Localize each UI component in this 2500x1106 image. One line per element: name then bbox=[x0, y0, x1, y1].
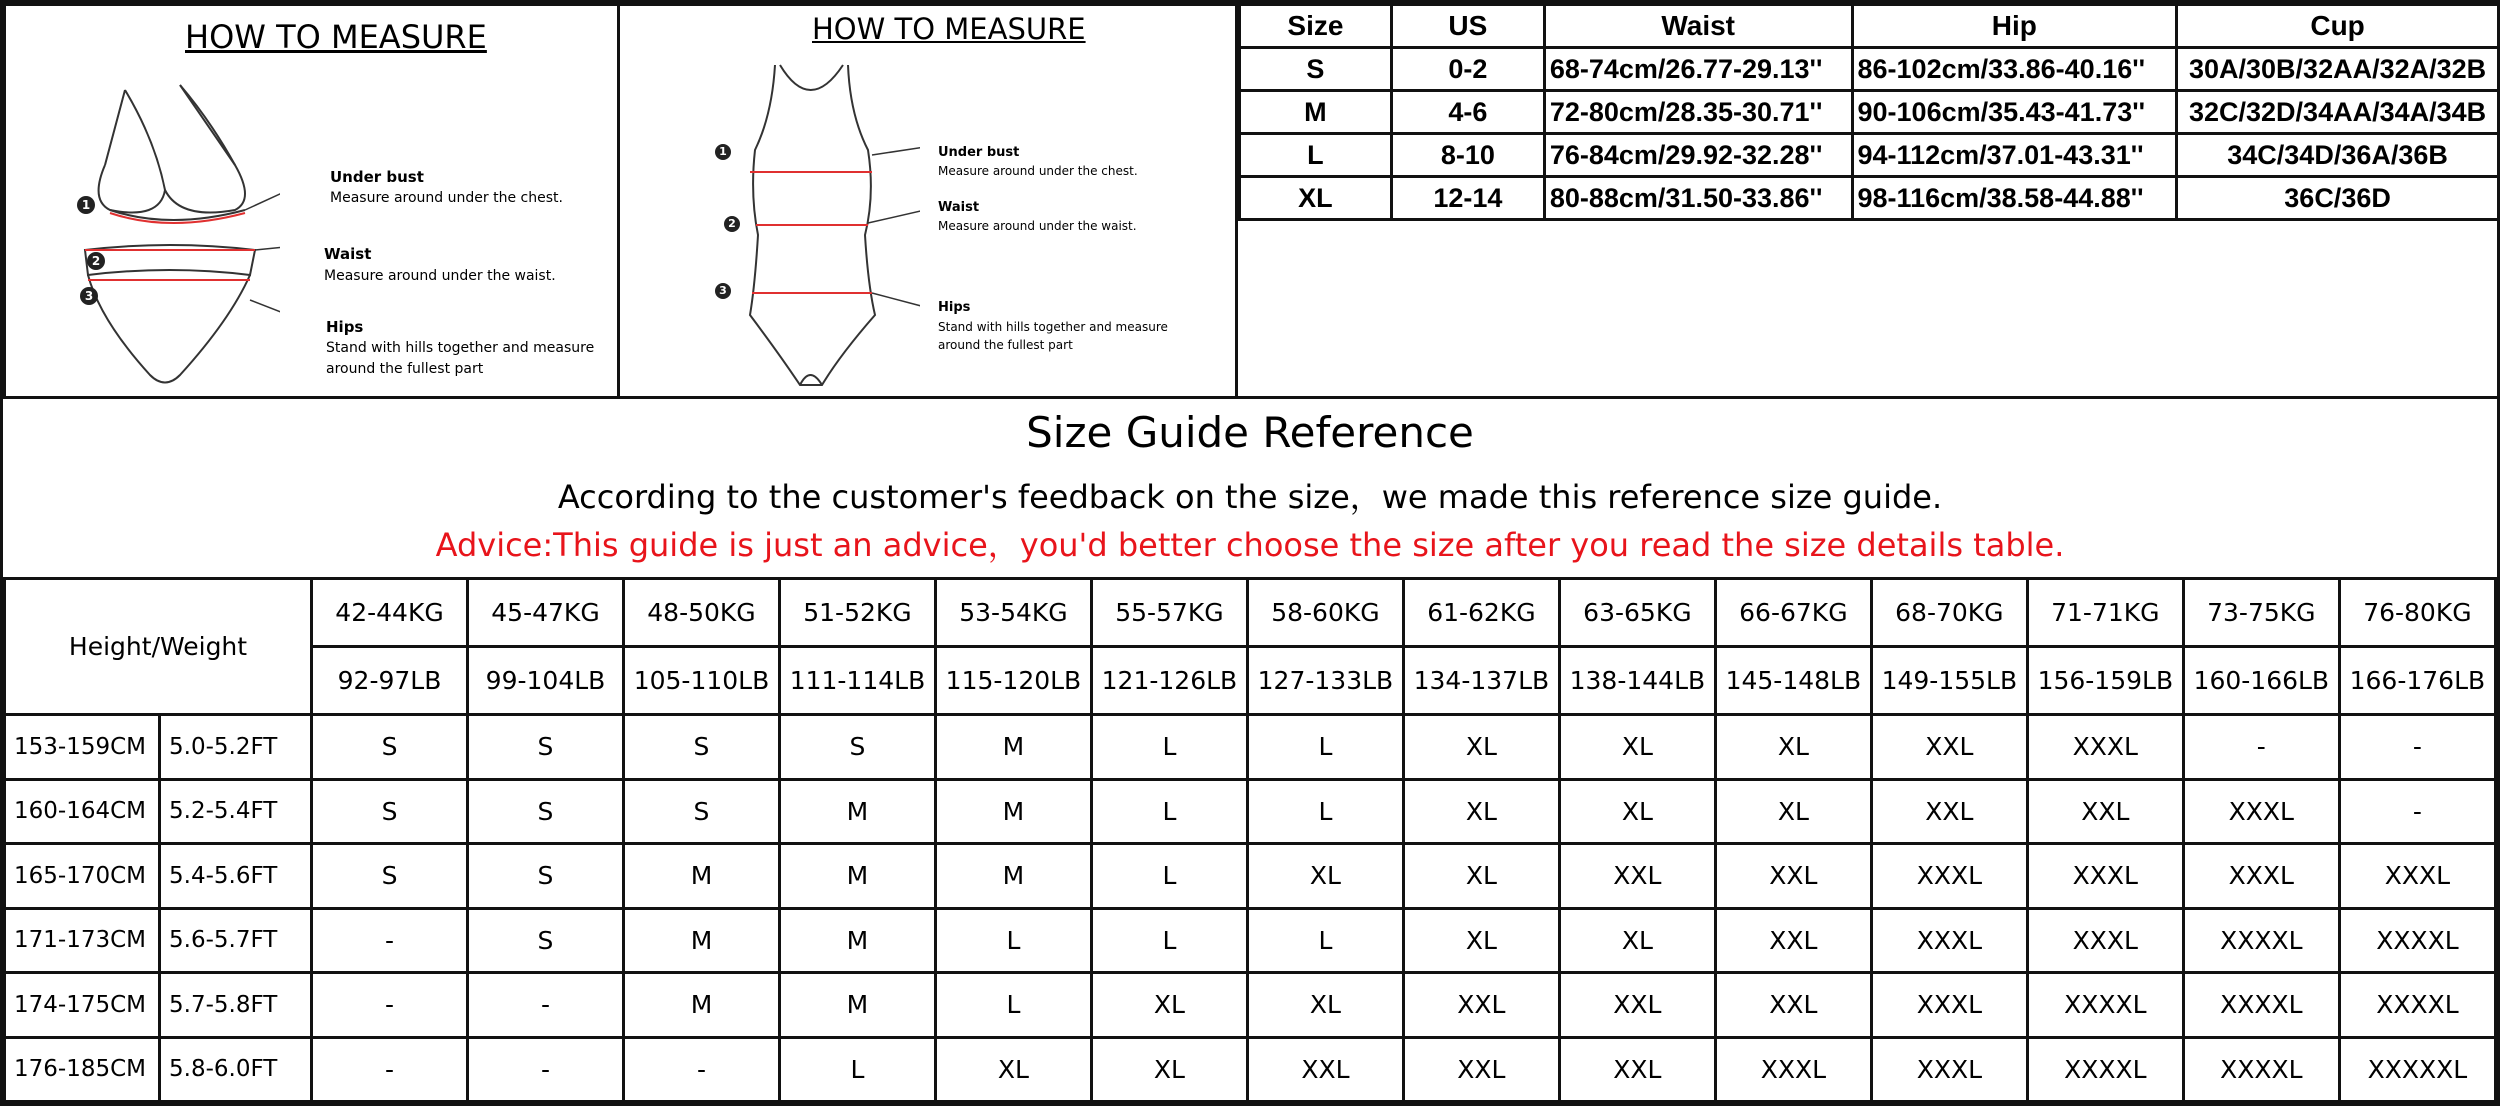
step-2-desc: Measure around under the waist. bbox=[324, 268, 556, 284]
weight-kg-header: 53-54KG bbox=[935, 579, 1091, 647]
step-1-badge: 1 bbox=[715, 144, 731, 160]
size-recommendation-cell: XXXXL bbox=[2027, 1037, 2183, 1102]
hip-cell: 90-106cm/35.43-41.73'' bbox=[1852, 91, 2177, 134]
weight-lb-header: 92-97LB bbox=[312, 647, 468, 715]
size-recommendation-cell: - bbox=[623, 1037, 779, 1102]
waist-cell: 68-74cm/26.77-29.13'' bbox=[1544, 48, 1852, 91]
weight-lb-row bbox=[5, 647, 2496, 715]
step-1-desc: Measure around under the chest. bbox=[938, 164, 1138, 178]
size-recommendation-cell: XL bbox=[1559, 715, 1715, 780]
guide-subtitle: According to the customer's feedback on the size，we made this reference size guide. bbox=[557, 478, 1943, 516]
cup-cell: 32C/32D/34AA/34A/34B bbox=[2177, 91, 2499, 134]
waist-cell: 80-88cm/31.50-33.86'' bbox=[1544, 177, 1852, 220]
size-table-row bbox=[1240, 91, 2499, 134]
height-ft-cell: 5.8-6.0FT bbox=[160, 1037, 312, 1102]
guide-title: Size Guide Reference bbox=[1026, 408, 1474, 457]
size-recommendation-cell: XXL bbox=[1559, 844, 1715, 909]
size-recommendation-cell: XXXXL bbox=[2027, 973, 2183, 1038]
size-recommendation-cell: L bbox=[1091, 779, 1247, 844]
hip-cell: 94-112cm/37.01-43.31'' bbox=[1852, 134, 2177, 177]
size-recommendation-cell: XL bbox=[1403, 844, 1559, 909]
height-ft-cell: 5.2-5.4FT bbox=[160, 779, 312, 844]
us-cell: 12-14 bbox=[1391, 177, 1544, 220]
size-recommendation-cell: - bbox=[468, 973, 624, 1038]
size-table-row bbox=[1240, 177, 2499, 220]
size-recommendation-cell: XL bbox=[1559, 908, 1715, 973]
size-recommendation-cell: XXXL bbox=[2183, 779, 2339, 844]
size-recommendation-cell: XXL bbox=[1715, 908, 1871, 973]
weight-kg-header: 42-44KG bbox=[312, 579, 468, 647]
size-table-row bbox=[1240, 134, 2499, 177]
size-cell: XL bbox=[1240, 177, 1392, 220]
step-3-label: Hips bbox=[326, 318, 364, 336]
size-recommendation-cell: - bbox=[2183, 715, 2339, 780]
height-row bbox=[5, 844, 2496, 909]
weight-kg-header: 48-50KG bbox=[623, 579, 779, 647]
size-recommendation-cell: XXXL bbox=[1715, 1037, 1871, 1102]
size-recommendation-cell: - bbox=[312, 908, 468, 973]
size-recommendation-cell: S bbox=[468, 715, 624, 780]
measure-left-title: HOW TO MEASURE bbox=[185, 18, 487, 56]
size-recommendation-cell: - bbox=[312, 1037, 468, 1102]
size-recommendation-cell: L bbox=[1091, 844, 1247, 909]
size-recommendation-cell: M bbox=[623, 973, 779, 1038]
weight-lb-header: 145-148LB bbox=[1715, 647, 1871, 715]
weight-lb-header: 99-104LB bbox=[468, 647, 624, 715]
height-weight-corner: Height/Weight bbox=[5, 579, 312, 715]
step-3-badge: 3 bbox=[80, 287, 98, 305]
size-recommendation-cell: XL bbox=[1091, 973, 1247, 1038]
step-3-desc: Stand with hills together and measure around the fullest part bbox=[938, 320, 1168, 352]
step-2-label: Waist bbox=[324, 245, 372, 263]
waist-cell: 72-80cm/28.35-30.71'' bbox=[1544, 91, 1852, 134]
weight-lb-header: 166-176LB bbox=[2339, 647, 2495, 715]
height-row bbox=[5, 908, 2496, 973]
size-recommendation-cell: M bbox=[623, 908, 779, 973]
height-row bbox=[5, 715, 2496, 780]
size-recommendation-cell: S bbox=[312, 779, 468, 844]
size-recommendation-cell: XXL bbox=[1871, 779, 2027, 844]
step-2-badge: 2 bbox=[724, 216, 740, 232]
size-recommendation-cell: S bbox=[312, 844, 468, 909]
size-recommendation-cell: XXXXL bbox=[2339, 973, 2495, 1038]
size-recommendation-cell: XXL bbox=[1247, 1037, 1403, 1102]
hip-cell: 86-102cm/33.86-40.16'' bbox=[1852, 48, 2177, 91]
height-row bbox=[5, 1037, 2496, 1102]
weight-kg-header: 76-80KG bbox=[2339, 579, 2495, 647]
height-ft-cell: 5.0-5.2FT bbox=[160, 715, 312, 780]
step-1-desc: Measure around under the chest. bbox=[330, 190, 563, 206]
size-recommendation-cell: - bbox=[2339, 715, 2495, 780]
size-recommendation-cell: XL bbox=[1715, 715, 1871, 780]
size-recommendation-cell: M bbox=[935, 715, 1091, 780]
step-3-desc: Stand with hills together and measure around the fullest part bbox=[326, 340, 595, 377]
size-recommendation-cell: XL bbox=[1403, 908, 1559, 973]
step-1-badge: 1 bbox=[77, 196, 95, 214]
size-recommendation-cell: XXL bbox=[1871, 715, 2027, 780]
size-cell: M bbox=[1240, 91, 1392, 134]
weight-lb-header: 121-126LB bbox=[1091, 647, 1247, 715]
size-recommendation-cell: L bbox=[1091, 908, 1247, 973]
size-recommendation-cell: M bbox=[935, 844, 1091, 909]
height-cm-cell: 171-173CM bbox=[5, 908, 160, 973]
cup-cell: 36C/36D bbox=[2177, 177, 2499, 220]
size-recommendation-cell: XL bbox=[1247, 973, 1403, 1038]
size-recommendation-cell: L bbox=[935, 973, 1091, 1038]
step-2-badge: 2 bbox=[87, 252, 105, 270]
size-recommendation-cell: XXXXXL bbox=[2339, 1037, 2495, 1102]
size-recommendation-cell: XXL bbox=[1715, 973, 1871, 1038]
size-details-table bbox=[1238, 3, 2500, 221]
weight-kg-header: 55-57KG bbox=[1091, 579, 1247, 647]
waist-cell: 76-84cm/29.92-32.28'' bbox=[1544, 134, 1852, 177]
step-1-label: Under bust bbox=[938, 145, 1020, 160]
size-recommendation-cell: L bbox=[935, 908, 1091, 973]
size-recommendation-cell: XL bbox=[1403, 779, 1559, 844]
size-recommendation-cell: XL bbox=[935, 1037, 1091, 1102]
hip-cell: 98-116cm/38.58-44.88'' bbox=[1852, 177, 2177, 220]
size-recommendation-cell: M bbox=[623, 844, 779, 909]
header-divider bbox=[0, 396, 2500, 399]
size-recommendation-cell: L bbox=[779, 1037, 935, 1102]
size-recommendation-cell: XL bbox=[1247, 844, 1403, 909]
step-3-badge: 3 bbox=[715, 283, 731, 299]
size-recommendation-cell: M bbox=[935, 779, 1091, 844]
size-recommendation-cell: XXL bbox=[1715, 844, 1871, 909]
size-recommendation-cell: L bbox=[1247, 908, 1403, 973]
height-cm-cell: 160-164CM bbox=[5, 779, 160, 844]
size-recommendation-cell: S bbox=[779, 715, 935, 780]
us-cell: 8-10 bbox=[1391, 134, 1544, 177]
step-1-label: Under bust bbox=[330, 168, 424, 186]
weight-lb-header: 134-137LB bbox=[1403, 647, 1559, 715]
measure-right-title: HOW TO MEASURE bbox=[812, 12, 1086, 46]
weight-lb-header: 156-159LB bbox=[2027, 647, 2183, 715]
size-recommendation-cell: XXL bbox=[1403, 973, 1559, 1038]
size-recommendation-cell: XL bbox=[1403, 715, 1559, 780]
size-recommendation-cell: S bbox=[468, 844, 624, 909]
height-row bbox=[5, 973, 2496, 1038]
size-recommendation-cell: M bbox=[779, 779, 935, 844]
size-recommendation-cell: XXXL bbox=[2027, 715, 2183, 780]
size-recommendation-cell: XXXL bbox=[2339, 844, 2495, 909]
weight-lb-header: 138-144LB bbox=[1559, 647, 1715, 715]
size-table-header: Waist bbox=[1544, 5, 1852, 48]
size-recommendation-cell: XXXXL bbox=[2183, 908, 2339, 973]
size-recommendation-cell: XXL bbox=[1559, 973, 1715, 1038]
size-recommendation-cell: S bbox=[623, 779, 779, 844]
size-recommendation-cell: XXXL bbox=[2027, 844, 2183, 909]
weight-kg-header: 66-67KG bbox=[1715, 579, 1871, 647]
step-2-desc: Measure around under the waist. bbox=[938, 219, 1137, 233]
size-recommendation-cell: S bbox=[312, 715, 468, 780]
us-cell: 0-2 bbox=[1391, 48, 1544, 91]
height-cm-cell: 176-185CM bbox=[5, 1037, 160, 1102]
size-recommendation-cell: L bbox=[1247, 779, 1403, 844]
height-cm-cell: 165-170CM bbox=[5, 844, 160, 909]
height-ft-cell: 5.4-5.6FT bbox=[160, 844, 312, 909]
cup-cell: 30A/30B/32AA/32A/32B bbox=[2177, 48, 2499, 91]
size-recommendation-cell: XXL bbox=[1403, 1037, 1559, 1102]
size-recommendation-cell: XXXL bbox=[2027, 908, 2183, 973]
height-ft-cell: 5.7-5.8FT bbox=[160, 973, 312, 1038]
size-recommendation-cell: XXXL bbox=[1871, 1037, 2027, 1102]
size-recommendation-cell: L bbox=[1091, 715, 1247, 780]
weight-lb-header: 160-166LB bbox=[2183, 647, 2339, 715]
weight-kg-header: 73-75KG bbox=[2183, 579, 2339, 647]
weight-kg-header: 45-47KG bbox=[468, 579, 624, 647]
height-cm-cell: 153-159CM bbox=[5, 715, 160, 780]
size-recommendation-cell: XL bbox=[1715, 779, 1871, 844]
size-recommendation-cell: L bbox=[1247, 715, 1403, 780]
step-3-label: Hips bbox=[938, 300, 971, 315]
size-guide-grid bbox=[3, 577, 2497, 1103]
us-cell: 4-6 bbox=[1391, 91, 1544, 134]
size-table-row bbox=[1240, 48, 2499, 91]
size-cell: S bbox=[1240, 48, 1392, 91]
size-recommendation-cell: M bbox=[779, 844, 935, 909]
size-recommendation-cell: XXL bbox=[1559, 1037, 1715, 1102]
size-recommendation-cell: XL bbox=[1559, 779, 1715, 844]
size-recommendation-cell: - bbox=[468, 1037, 624, 1102]
weight-kg-row bbox=[5, 579, 2496, 647]
size-recommendation-cell: XL bbox=[1091, 1037, 1247, 1102]
size-table-header: US bbox=[1391, 5, 1544, 48]
size-recommendation-cell: - bbox=[2339, 779, 2495, 844]
step-2-label: Waist bbox=[938, 200, 980, 215]
height-row bbox=[5, 779, 2496, 844]
weight-kg-header: 63-65KG bbox=[1559, 579, 1715, 647]
size-recommendation-cell: XXXXL bbox=[2183, 1037, 2339, 1102]
height-cm-cell: 174-175CM bbox=[5, 973, 160, 1038]
size-recommendation-cell: - bbox=[312, 973, 468, 1038]
height-ft-cell: 5.6-5.7FT bbox=[160, 908, 312, 973]
size-recommendation-cell: S bbox=[468, 908, 624, 973]
size-table-header-row bbox=[1240, 5, 2499, 48]
size-recommendation-cell: S bbox=[623, 715, 779, 780]
size-table-header: Cup bbox=[2177, 5, 2499, 48]
size-recommendation-cell: S bbox=[468, 779, 624, 844]
size-table-header: Size bbox=[1240, 5, 1392, 48]
weight-kg-header: 58-60KG bbox=[1247, 579, 1403, 647]
size-recommendation-cell: XXXL bbox=[1871, 908, 2027, 973]
weight-lb-header: 149-155LB bbox=[1871, 647, 2027, 715]
size-recommendation-cell: XXXXL bbox=[2183, 973, 2339, 1038]
weight-kg-header: 68-70KG bbox=[1871, 579, 2027, 647]
weight-lb-header: 127-133LB bbox=[1247, 647, 1403, 715]
size-recommendation-cell: XXXL bbox=[2183, 844, 2339, 909]
weight-kg-header: 61-62KG bbox=[1403, 579, 1559, 647]
cup-cell: 34C/34D/36A/36B bbox=[2177, 134, 2499, 177]
size-recommendation-cell: XXXL bbox=[1871, 844, 2027, 909]
bikini-illustration bbox=[60, 70, 280, 400]
size-cell: L bbox=[1240, 134, 1392, 177]
weight-kg-header: 71-71KG bbox=[2027, 579, 2183, 647]
size-recommendation-cell: XXXL bbox=[1871, 973, 2027, 1038]
size-recommendation-cell: XXXXL bbox=[2339, 908, 2495, 973]
weight-lb-header: 115-120LB bbox=[935, 647, 1091, 715]
size-recommendation-cell: XXL bbox=[2027, 779, 2183, 844]
weight-lb-header: 105-110LB bbox=[623, 647, 779, 715]
size-recommendation-cell: M bbox=[779, 908, 935, 973]
weight-lb-header: 111-114LB bbox=[779, 647, 935, 715]
size-recommendation-cell: M bbox=[779, 973, 935, 1038]
size-table-header: Hip bbox=[1852, 5, 2177, 48]
weight-kg-header: 51-52KG bbox=[779, 579, 935, 647]
guide-advice: Advice:This guide is just an advice，you'd better choose the size after you read the size details table. bbox=[435, 526, 2065, 564]
